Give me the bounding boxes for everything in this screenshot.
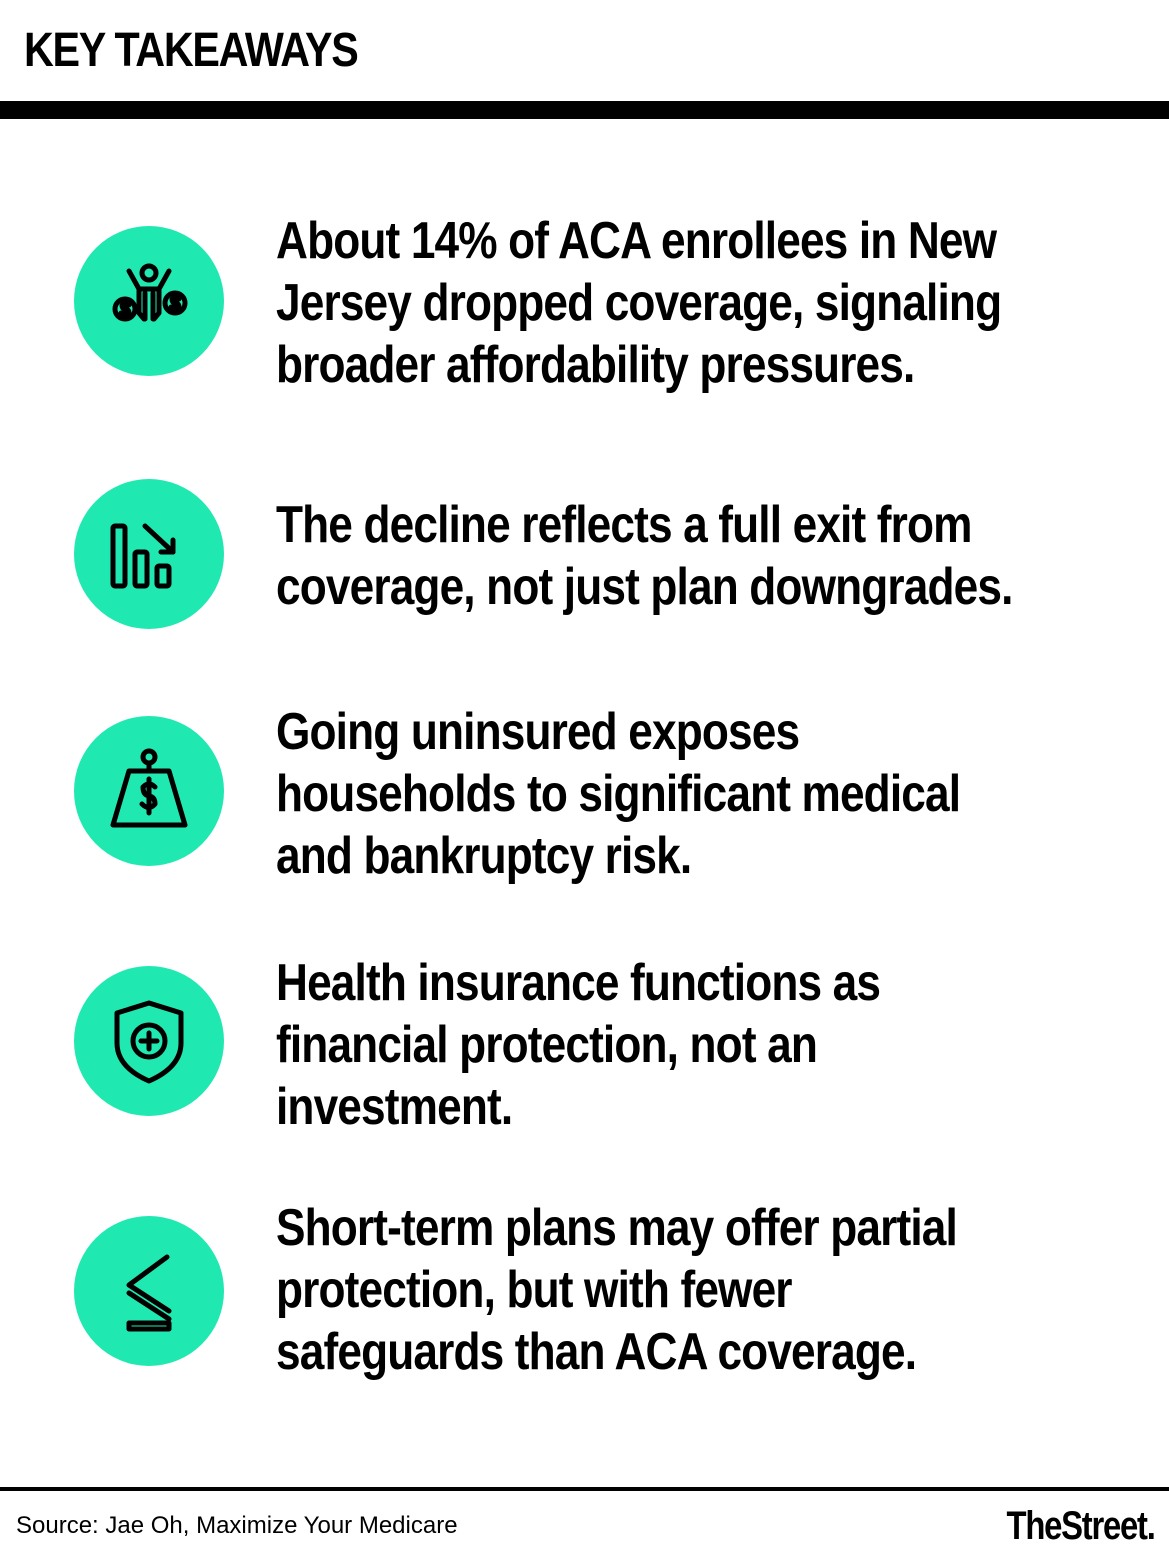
source-credit: Source: Jae Oh, Maximize Your Medicare bbox=[16, 1512, 458, 1539]
takeaway-line: financial protection, not an bbox=[276, 1016, 818, 1074]
shield-plus-icon bbox=[74, 966, 224, 1116]
takeaway-line: Going uninsured exposes bbox=[276, 703, 800, 761]
takeaway-line: and bankruptcy risk. bbox=[276, 827, 692, 885]
takeaway-line: investment. bbox=[276, 1078, 513, 1136]
takeaway-line: About 14% of ACA enrollees in New bbox=[276, 212, 997, 270]
takeaway-line: protection, but with fewer bbox=[276, 1261, 792, 1319]
takeaway-line: Short-term plans may offer partial bbox=[276, 1199, 957, 1257]
takeaway-line: broader affordability pressures. bbox=[276, 336, 915, 394]
person-dollar-icon bbox=[74, 226, 224, 376]
page-title: KEY TAKEAWAYS bbox=[24, 24, 358, 77]
takeaway-line: The decline reflects a full exit from bbox=[276, 496, 972, 554]
takeaway-line: Jersey dropped coverage, signaling bbox=[276, 274, 1002, 332]
header-divider bbox=[0, 101, 1169, 119]
brand-logo: TheStreet. bbox=[1006, 1504, 1155, 1548]
takeaway-line: safeguards than ACA coverage. bbox=[276, 1323, 917, 1381]
dollar-weight-icon bbox=[74, 716, 224, 866]
takeaway-line: Health insurance functions as bbox=[276, 954, 881, 1012]
footer-divider bbox=[0, 1487, 1169, 1491]
takeaway-line: households to significant medical bbox=[276, 765, 961, 823]
less-than-equal-icon bbox=[74, 1216, 224, 1366]
takeaway-line: coverage, not just plan downgrades. bbox=[276, 558, 1013, 616]
declining-bars-icon bbox=[74, 479, 224, 629]
